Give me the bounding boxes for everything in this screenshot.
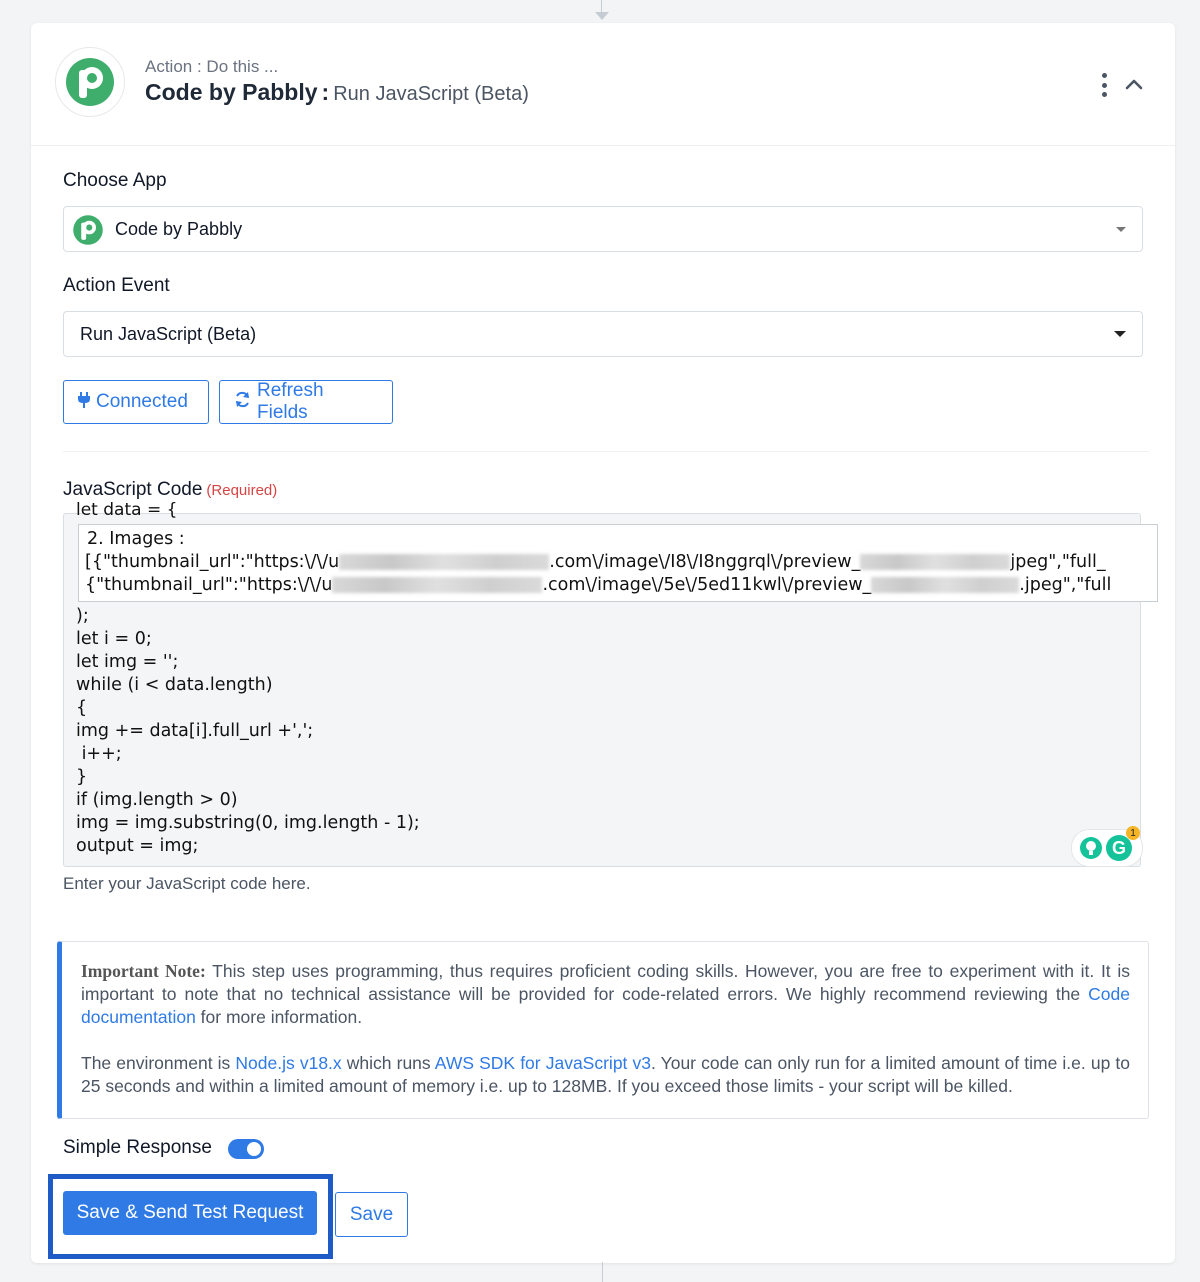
section-divider [63, 451, 1149, 452]
more-options-icon[interactable] [1099, 73, 1109, 97]
code-data-line: [{"thumbnail_url":"https:\/\/u .com\/image\/I8\/I8nggrql\/preview_ jpeg","full_ [85, 552, 1106, 572]
flow-connector-arrow-icon [595, 12, 609, 20]
code-documentation-link[interactable]: Code documentation [81, 984, 1130, 1027]
redacted-text [860, 554, 1010, 570]
code-line: } [76, 767, 88, 787]
chevron-down-icon [1114, 331, 1126, 337]
pabbly-small-logo-icon [72, 214, 104, 251]
step-subtitle: Action : Do this ... [145, 57, 279, 76]
javascript-code-editor[interactable] [63, 500, 1141, 867]
refresh-fields-label: Refresh Fields [257, 380, 324, 423]
code-line: while (i < data.length) [76, 675, 273, 695]
code-line: img = img.substring(0, img.length - 1); [76, 813, 420, 833]
note-title: Important Note: [81, 961, 206, 981]
redacted-text [332, 577, 542, 593]
connected-button[interactable] [63, 380, 209, 424]
action-event-label: Action Event [63, 275, 170, 296]
step-event-name: Run JavaScript (Beta) [333, 83, 529, 105]
flow-connector-line [602, 1262, 603, 1282]
action-event-select[interactable] [63, 311, 1143, 357]
code-data-block [78, 524, 1158, 602]
choose-app-label: Choose App [63, 170, 167, 191]
code-line: ); [76, 606, 89, 626]
code-line: let img = ''; [76, 652, 179, 672]
javascript-code-label [63, 479, 277, 501]
pabbly-logo-icon [55, 47, 125, 117]
code-line: let i = 0; [76, 629, 152, 649]
code-line: if (img.length > 0) [76, 790, 238, 810]
javascript-code-label-text: JavaScript Code [63, 479, 203, 500]
chevron-up-icon[interactable] [1123, 73, 1145, 95]
lightbulb-icon[interactable] [1080, 837, 1102, 859]
grammarly-icon[interactable]: G [1106, 835, 1132, 861]
action-event-value: Run JavaScript (Beta) [80, 323, 257, 344]
step-title [145, 79, 529, 106]
step-title-separator: : [321, 79, 330, 105]
nodejs-link[interactable]: Node.js v18.x [235, 1053, 342, 1073]
required-marker: (Required) [206, 482, 278, 499]
redacted-text [339, 554, 549, 570]
code-data-line: 2. Images : [87, 529, 185, 549]
important-note-box [57, 941, 1149, 1119]
chevron-down-icon [1116, 227, 1126, 232]
toggle-knob [247, 1142, 261, 1156]
code-help-text: Enter your JavaScript code here. [63, 874, 311, 893]
grammarly-count-badge: 1 [1126, 826, 1140, 840]
simple-response-label: Simple Response [63, 1137, 212, 1158]
choose-app-select[interactable] [63, 206, 1143, 252]
save-button[interactable]: Save [335, 1192, 408, 1237]
simple-response-toggle[interactable] [228, 1139, 264, 1159]
step-header[interactable] [31, 23, 1175, 146]
code-cut-line: let data = { [76, 500, 178, 520]
aws-sdk-link[interactable]: AWS SDK for JavaScript v3 [434, 1053, 651, 1073]
action-step-card [31, 23, 1175, 1263]
redacted-text [871, 577, 1019, 593]
choose-app-value: Code by Pabbly [115, 218, 243, 239]
save-and-send-test-button[interactable]: Save & Send Test Request [63, 1191, 317, 1235]
refresh-fields-button[interactable] [219, 380, 393, 424]
note-paragraph-2: The environment is Node.js v18.x which runs AWS SDK for JavaScript v3. Your code can only run for a limited amount of time i.e. up to 25 seconds and within a limited amount of memory i.e. up to 128MB. If you exceed those limits - your script will be killed. [81, 1053, 1131, 1096]
code-data-line: {"thumbnail_url":"https:\/\/u .com\/image\/5e\/5ed11kwl\/preview_ .jpeg","full [85, 575, 1112, 595]
grammarly-widget[interactable] [1071, 829, 1143, 867]
refresh-icon [234, 391, 251, 413]
code-line: img += data[i].full_url +','; [76, 721, 314, 741]
connected-label: Connected [96, 391, 188, 412]
code-line: i++; [76, 744, 122, 764]
step-app-name: Code by Pabbly [145, 79, 318, 105]
highlight-box [48, 1174, 333, 1259]
plug-icon [78, 392, 90, 413]
note-paragraph-1: Important Note: This step uses programming, thus requires proficient coding skills. However, you are free to experiment with it. It is important to note that no technical assistance will be provided for code-related errors. We highly recommend reviewing the Code documentation for more information. [81, 961, 1130, 1027]
code-line: { [76, 698, 88, 718]
code-line: output = img; [76, 836, 199, 856]
